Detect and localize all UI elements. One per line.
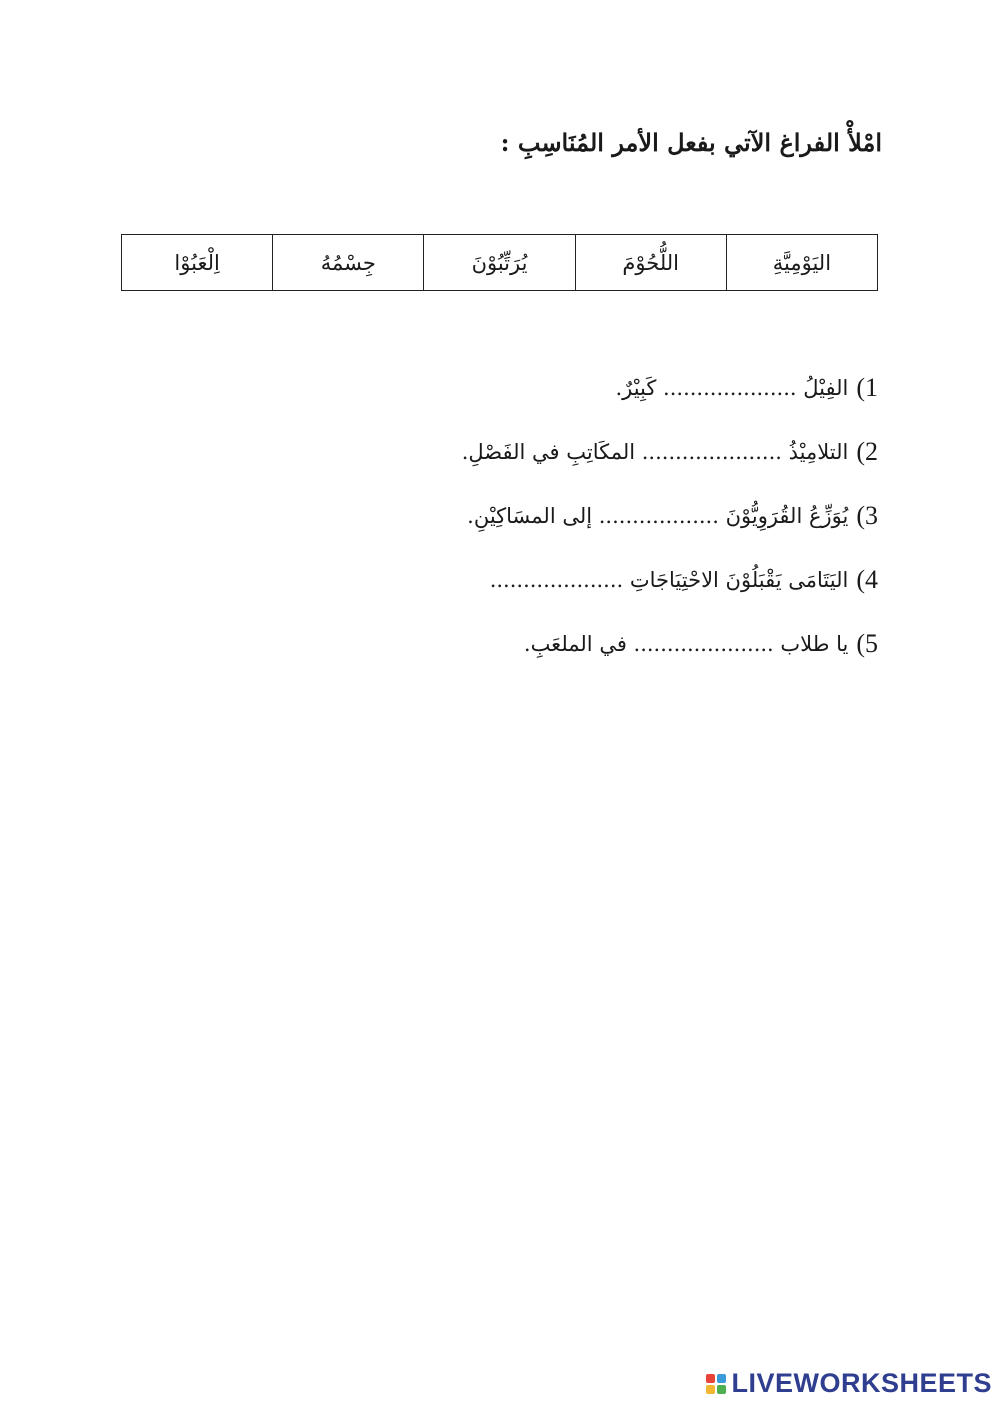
question-item xyxy=(462,484,878,548)
logo-block xyxy=(706,1385,715,1394)
question-item xyxy=(462,420,878,484)
word-bank-row xyxy=(122,235,878,291)
liveworksheets-logo-icon xyxy=(706,1374,726,1394)
question-number: 5) xyxy=(856,629,878,658)
question-number: 4) xyxy=(856,565,878,594)
question-item xyxy=(462,548,878,612)
question-number: 1) xyxy=(856,373,878,402)
question-text[interactable]: الفِيْلُ .................... كَبِيْرٌ. xyxy=(615,376,849,400)
word-bank-cell: يُرَتِّبُوْنَ xyxy=(424,235,575,291)
question-text[interactable]: اليَتَامَى يَقْبَلُوْنَ الاحْتِيَاجَاتِ .................... xyxy=(489,568,849,592)
liveworksheets-watermark[interactable] xyxy=(706,1368,992,1399)
word-bank-table xyxy=(121,234,878,291)
question-text[interactable]: يُوَزِّعُ القُرَوِيُّوْنَ .................. إلى المسَاكِيْنِ. xyxy=(467,504,849,528)
logo-block xyxy=(706,1374,715,1383)
logo-block xyxy=(717,1385,726,1394)
question-number: 3) xyxy=(856,501,878,530)
watermark-text: LIVEWORKSHEETS xyxy=(731,1368,992,1398)
question-number: 2) xyxy=(856,437,878,466)
word-bank-cell: جِسْمُهُ xyxy=(273,235,424,291)
word-bank-cell: اِلْعَبُوْا xyxy=(122,235,273,291)
word-bank-cell: اللُّحُوْمَ xyxy=(575,235,726,291)
question-text[interactable]: يا طلاب ..................... في الملعَبِ. xyxy=(523,632,849,656)
word-bank-cell: اليَوْمِيَّةِ xyxy=(726,235,877,291)
question-item xyxy=(462,612,878,676)
exercise-title: امْلأْ الفراغ الآتي بفعل الأمر المُنَاسِبِ : xyxy=(500,128,882,157)
question-item xyxy=(462,356,878,420)
logo-block xyxy=(717,1374,726,1383)
question-list xyxy=(462,356,878,676)
question-text[interactable]: التلامِيْذُ ..................... المكَاتِبِ في الفَصْلِ. xyxy=(461,440,849,464)
